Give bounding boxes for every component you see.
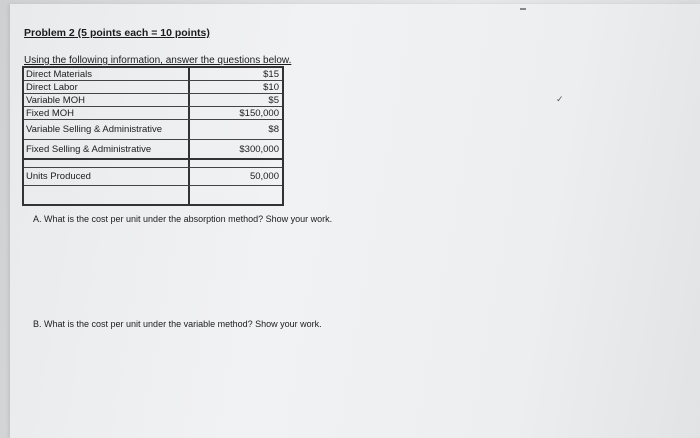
- instructions: Using the following information, answer the questions below.: [24, 55, 292, 66]
- row-label: Fixed Selling & Administrative: [24, 140, 190, 158]
- check-mark-icon: ✓: [556, 94, 564, 104]
- table-row: [24, 186, 282, 204]
- question-a: A. What is the cost per unit under the absorption method? Show your work.: [33, 214, 333, 224]
- row-label: Variable MOH: [24, 94, 190, 106]
- table-row: [24, 68, 282, 81]
- table-row: [24, 107, 282, 120]
- problem-title: Problem 2 (5 points each = 10 points): [24, 27, 210, 39]
- question-b: B. What is the cost per unit under the variable method? Show your work.: [33, 319, 322, 329]
- row-value: $300,000: [239, 143, 279, 155]
- table-row: [24, 140, 282, 160]
- cost-information-table: [22, 66, 284, 206]
- table-row: [24, 168, 282, 186]
- row-value: [190, 160, 282, 167]
- table-row: [24, 81, 282, 94]
- row-value: $15: [263, 68, 279, 80]
- row-label: Direct Materials: [24, 68, 190, 80]
- row-label: [24, 160, 190, 167]
- row-value: $5: [268, 94, 279, 106]
- pen-mark: [520, 8, 526, 10]
- row-label: Variable Selling & Administrative: [24, 120, 190, 139]
- row-value: $150,000: [239, 107, 279, 119]
- row-value: [190, 186, 282, 204]
- row-label: Fixed MOH: [24, 107, 190, 119]
- table-row: [24, 94, 282, 107]
- row-value: 50,000: [249, 171, 279, 182]
- row-label: Units Produced: [24, 168, 190, 185]
- row-label: [24, 186, 190, 204]
- row-value: $10: [263, 81, 279, 93]
- row-value: $8: [268, 124, 279, 135]
- table-row: [24, 160, 282, 168]
- table-row: [24, 120, 282, 140]
- row-label: Direct Labor: [24, 81, 190, 93]
